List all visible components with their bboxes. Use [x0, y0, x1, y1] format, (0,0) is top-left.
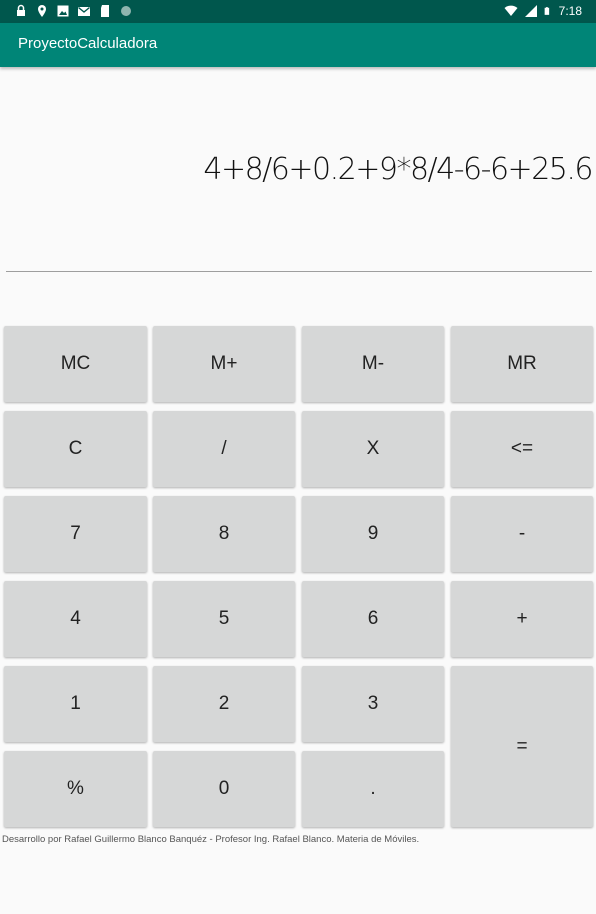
digit-5-button[interactable]: 5 [153, 581, 295, 657]
equals-button[interactable]: = [451, 666, 593, 827]
digit-8-button[interactable]: 8 [153, 496, 295, 572]
digit-4-button[interactable]: 4 [4, 581, 147, 657]
m-plus-button[interactable]: M+ [153, 326, 295, 402]
plus-button[interactable]: + [451, 581, 593, 657]
digit-0-button[interactable]: 0 [153, 751, 295, 827]
multiply-button[interactable]: X [302, 411, 444, 487]
app-title: ProyectoCalculadora [18, 35, 158, 52]
credits-footer: Desarrollo por Rafael Guillermo Blanco Banquéz - Profesor Ing. Rafael Blanco. Materia de Móviles. [2, 834, 420, 845]
mr-button[interactable]: MR [451, 326, 593, 402]
decimal-point-button[interactable]: . [302, 751, 444, 827]
digit-2-button[interactable]: 2 [153, 666, 295, 742]
mc-button[interactable]: MC [4, 326, 147, 402]
digit-6-button[interactable]: 6 [302, 581, 444, 657]
divide-button[interactable]: / [153, 411, 295, 487]
minus-button[interactable]: - [451, 496, 593, 572]
digit-9-button[interactable]: 9 [302, 496, 444, 572]
m-minus-button[interactable]: M- [302, 326, 444, 402]
clear-button[interactable]: C [4, 411, 147, 487]
backspace-button[interactable]: <= [451, 411, 593, 487]
percent-button[interactable]: % [4, 751, 147, 827]
digit-1-button[interactable]: 1 [4, 666, 147, 742]
expression-display: 4+8/6+0.2+9*8/4-6-6+25.6 [203, 152, 592, 187]
digit-7-button[interactable]: 7 [4, 496, 147, 572]
clock-time: 7:18 [558, 4, 582, 18]
digit-3-button[interactable]: 3 [302, 666, 444, 742]
